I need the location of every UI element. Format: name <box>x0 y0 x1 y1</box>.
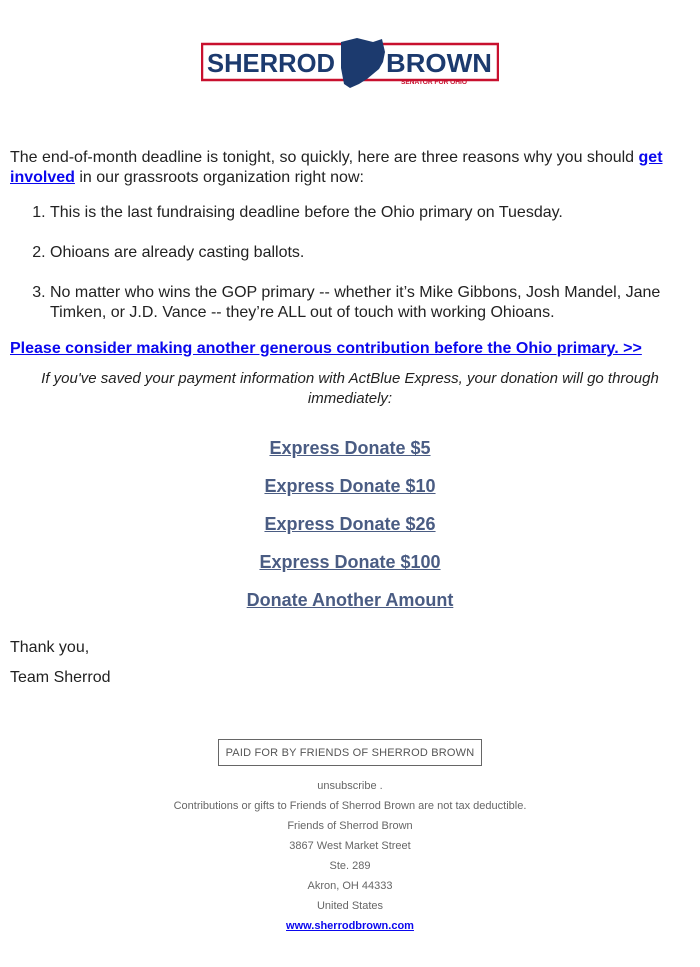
paid-for-disclaimer-box: PAID FOR BY FRIENDS OF SHERROD BROWN <box>218 739 482 766</box>
donate-row <box>0 437 700 459</box>
list-item: 1. This is the last fundraising deadline before the Ohio primary on Tuesday. <box>50 203 670 223</box>
website-link[interactable]: www.sherrodbrown.com <box>286 920 414 932</box>
get-involved-link[interactable]: get involved <box>10 149 663 186</box>
intro-text-before: The end-of-month deadline is tonight, so quickly, here are three reasons why you should <box>10 149 639 166</box>
donate-row <box>0 589 700 611</box>
express-donate-26-button[interactable]: Express Donate $26 <box>264 514 436 534</box>
footer-country: United States <box>316 900 384 912</box>
actblue-express-note: If you've saved your payment information with ActBlue Express, your donation will go through immediately: <box>41 370 659 407</box>
express-donate-10-button[interactable]: Express Donate $10 <box>264 476 436 496</box>
logo-tagline: SENATOR FOR OHIO <box>401 79 467 86</box>
donate-another-amount-button[interactable]: Donate Another Amount <box>246 590 454 610</box>
reasons-list <box>10 203 670 323</box>
list-item: 3. No matter who wins the GOP primary -- whether it’s Mike Gibbons, Josh Mandel, Jane Timken, or J.D. Vance -- they’re ALL out of touch with working Ohioans. <box>50 283 670 323</box>
intro-paragraph <box>10 148 675 188</box>
logo-name-left: SHERROD <box>207 48 335 78</box>
donate-row <box>0 551 700 573</box>
contribute-cta-link[interactable]: Please consider making another generous contribution before the Ohio primary. >> <box>10 340 642 357</box>
express-donate-5-button[interactable]: Express Donate $5 <box>269 438 431 458</box>
donate-row <box>0 513 700 535</box>
intro-text-after: in our grassroots organization right now: <box>74 169 364 186</box>
sherrod-brown-logo <box>201 38 499 88</box>
logo-name-right: BROWN <box>386 48 492 78</box>
logo-graphic <box>201 38 499 88</box>
donate-row <box>0 475 700 497</box>
signoff-team: Team Sherrod <box>10 669 111 686</box>
footer-org-name: Friends of Sherrod Brown <box>287 820 413 832</box>
footer-suite: Ste. 289 <box>329 860 371 872</box>
signoff-thanks: Thank you, <box>10 639 90 656</box>
list-item: 2. Ohioans are already casting ballots. <box>50 243 670 263</box>
footer-street: 3867 West Market Street <box>289 840 411 852</box>
tax-disclaimer: Contributions or gifts to Friends of Sherrod Brown are not tax deductible. <box>173 800 527 812</box>
footer-city: Akron, OH 44333 <box>307 880 393 892</box>
footer-website-row <box>0 919 700 933</box>
unsubscribe-link[interactable]: unsubscribe . <box>317 780 383 792</box>
express-donate-100-button[interactable]: Express Donate $100 <box>259 552 441 572</box>
